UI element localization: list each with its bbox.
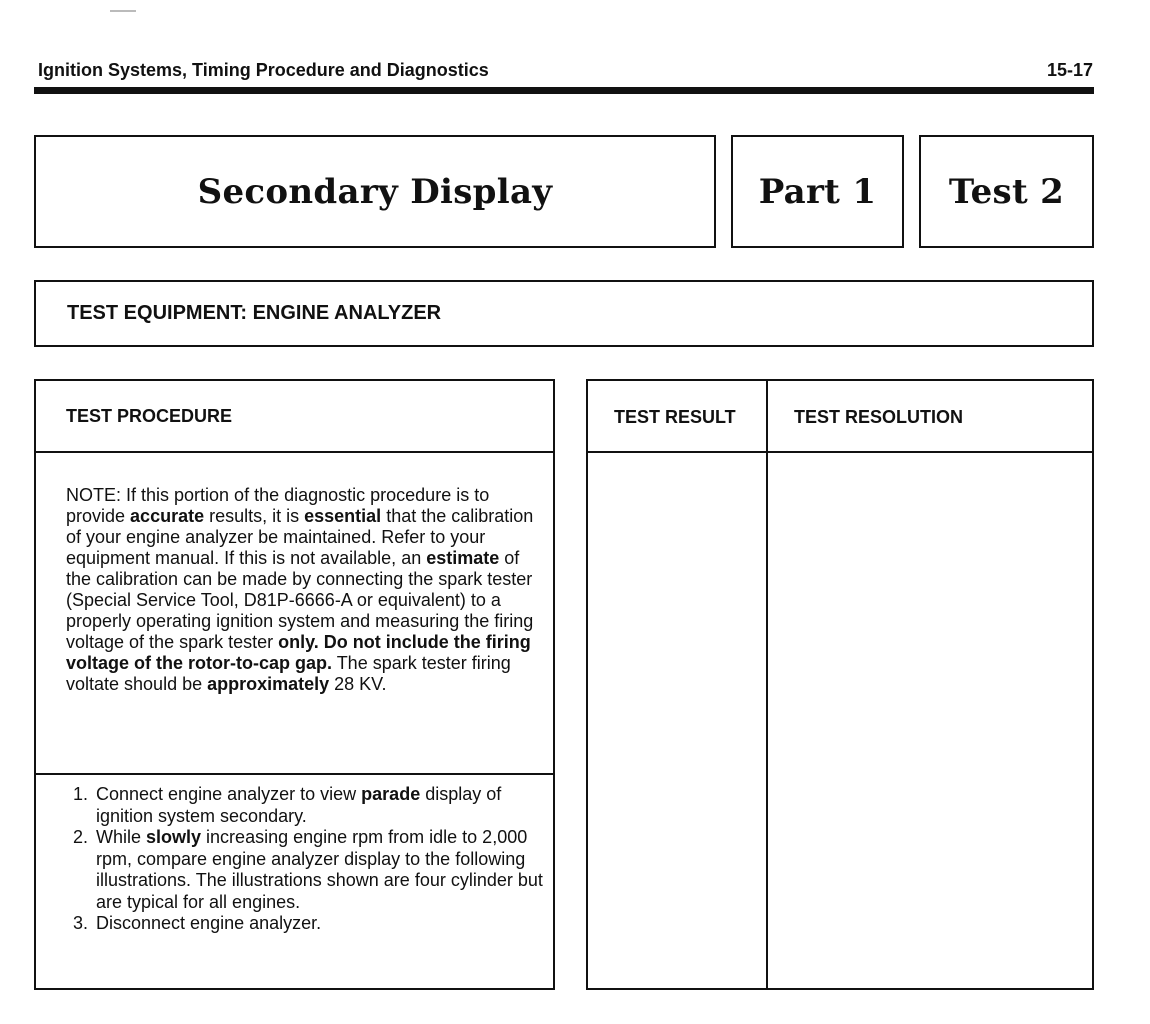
result-column-divider <box>766 381 768 988</box>
part-box <box>731 135 904 248</box>
header-rule <box>34 87 1094 94</box>
emphasis-text: essential <box>304 506 382 526</box>
calibration-note <box>66 485 536 695</box>
body-text: NOTE: If this portion of the diagnostic procedure is to provide <box>66 485 490 526</box>
part-label: Part 1 <box>758 171 877 212</box>
test-procedure-heading: TEST PROCEDURE <box>36 381 553 453</box>
procedure-steps <box>64 784 544 935</box>
body-text: Disconnect engine analyzer. <box>96 913 322 933</box>
body-text: 28 KV. <box>329 674 387 694</box>
page-number: 15-17 <box>1046 60 1093 80</box>
body-text: increasing engine rpm from idle to 2,000 rpm, compare engine analyzer display to the following illustrations. The illustrations shown are four cylinder but are typical for all engines. <box>96 827 543 912</box>
procedure-divider <box>36 773 553 775</box>
test-procedure-panel <box>34 379 555 990</box>
body-text: of the calibration can be made by connecting the spark tester (Special Service Tool, D81P-6666-A or equivalent) to a properly operating ignition system and measuring the firing voltage of the spark tester <box>66 548 534 652</box>
test-label: Test 2 <box>948 171 1065 212</box>
emphasis-text: parade <box>361 784 421 804</box>
emphasis-text: estimate <box>426 548 500 568</box>
procedure-step <box>93 784 544 827</box>
scan-mark <box>110 10 136 12</box>
emphasis-text: approximately <box>207 674 330 694</box>
title-box <box>34 135 716 248</box>
emphasis-text: slowly <box>146 827 202 847</box>
test-equipment-box <box>34 280 1094 347</box>
test-result-table <box>586 379 1094 990</box>
body-text: that the calibration of your engine analyzer be maintained. Refer to your equipment manual. If this is not available, an <box>66 506 534 568</box>
body-text: results, it is <box>204 506 305 526</box>
test-resolution-heading: TEST RESOLUTION <box>794 406 964 427</box>
section-title: Secondary Display <box>197 171 553 212</box>
test-equipment-label: TEST EQUIPMENT: ENGINE ANALYZER <box>67 302 442 324</box>
emphasis-text: accurate <box>130 506 205 526</box>
body-text: display of ignition system secondary. <box>96 784 502 826</box>
procedure-step <box>93 827 544 913</box>
body-text: Connect engine analyzer to view <box>96 784 362 804</box>
test-box <box>919 135 1094 248</box>
test-result-heading: TEST RESULT <box>614 406 736 427</box>
body-text: The spark tester firing voltate should be <box>66 653 511 694</box>
procedure-step <box>93 913 544 935</box>
running-header-title: Ignition Systems, Timing Procedure and Diagnostics <box>38 60 489 80</box>
body-text: While <box>96 827 147 847</box>
emphasis-text: only. Do not include the firing voltage of the rotor-to-cap gap. <box>66 632 531 673</box>
